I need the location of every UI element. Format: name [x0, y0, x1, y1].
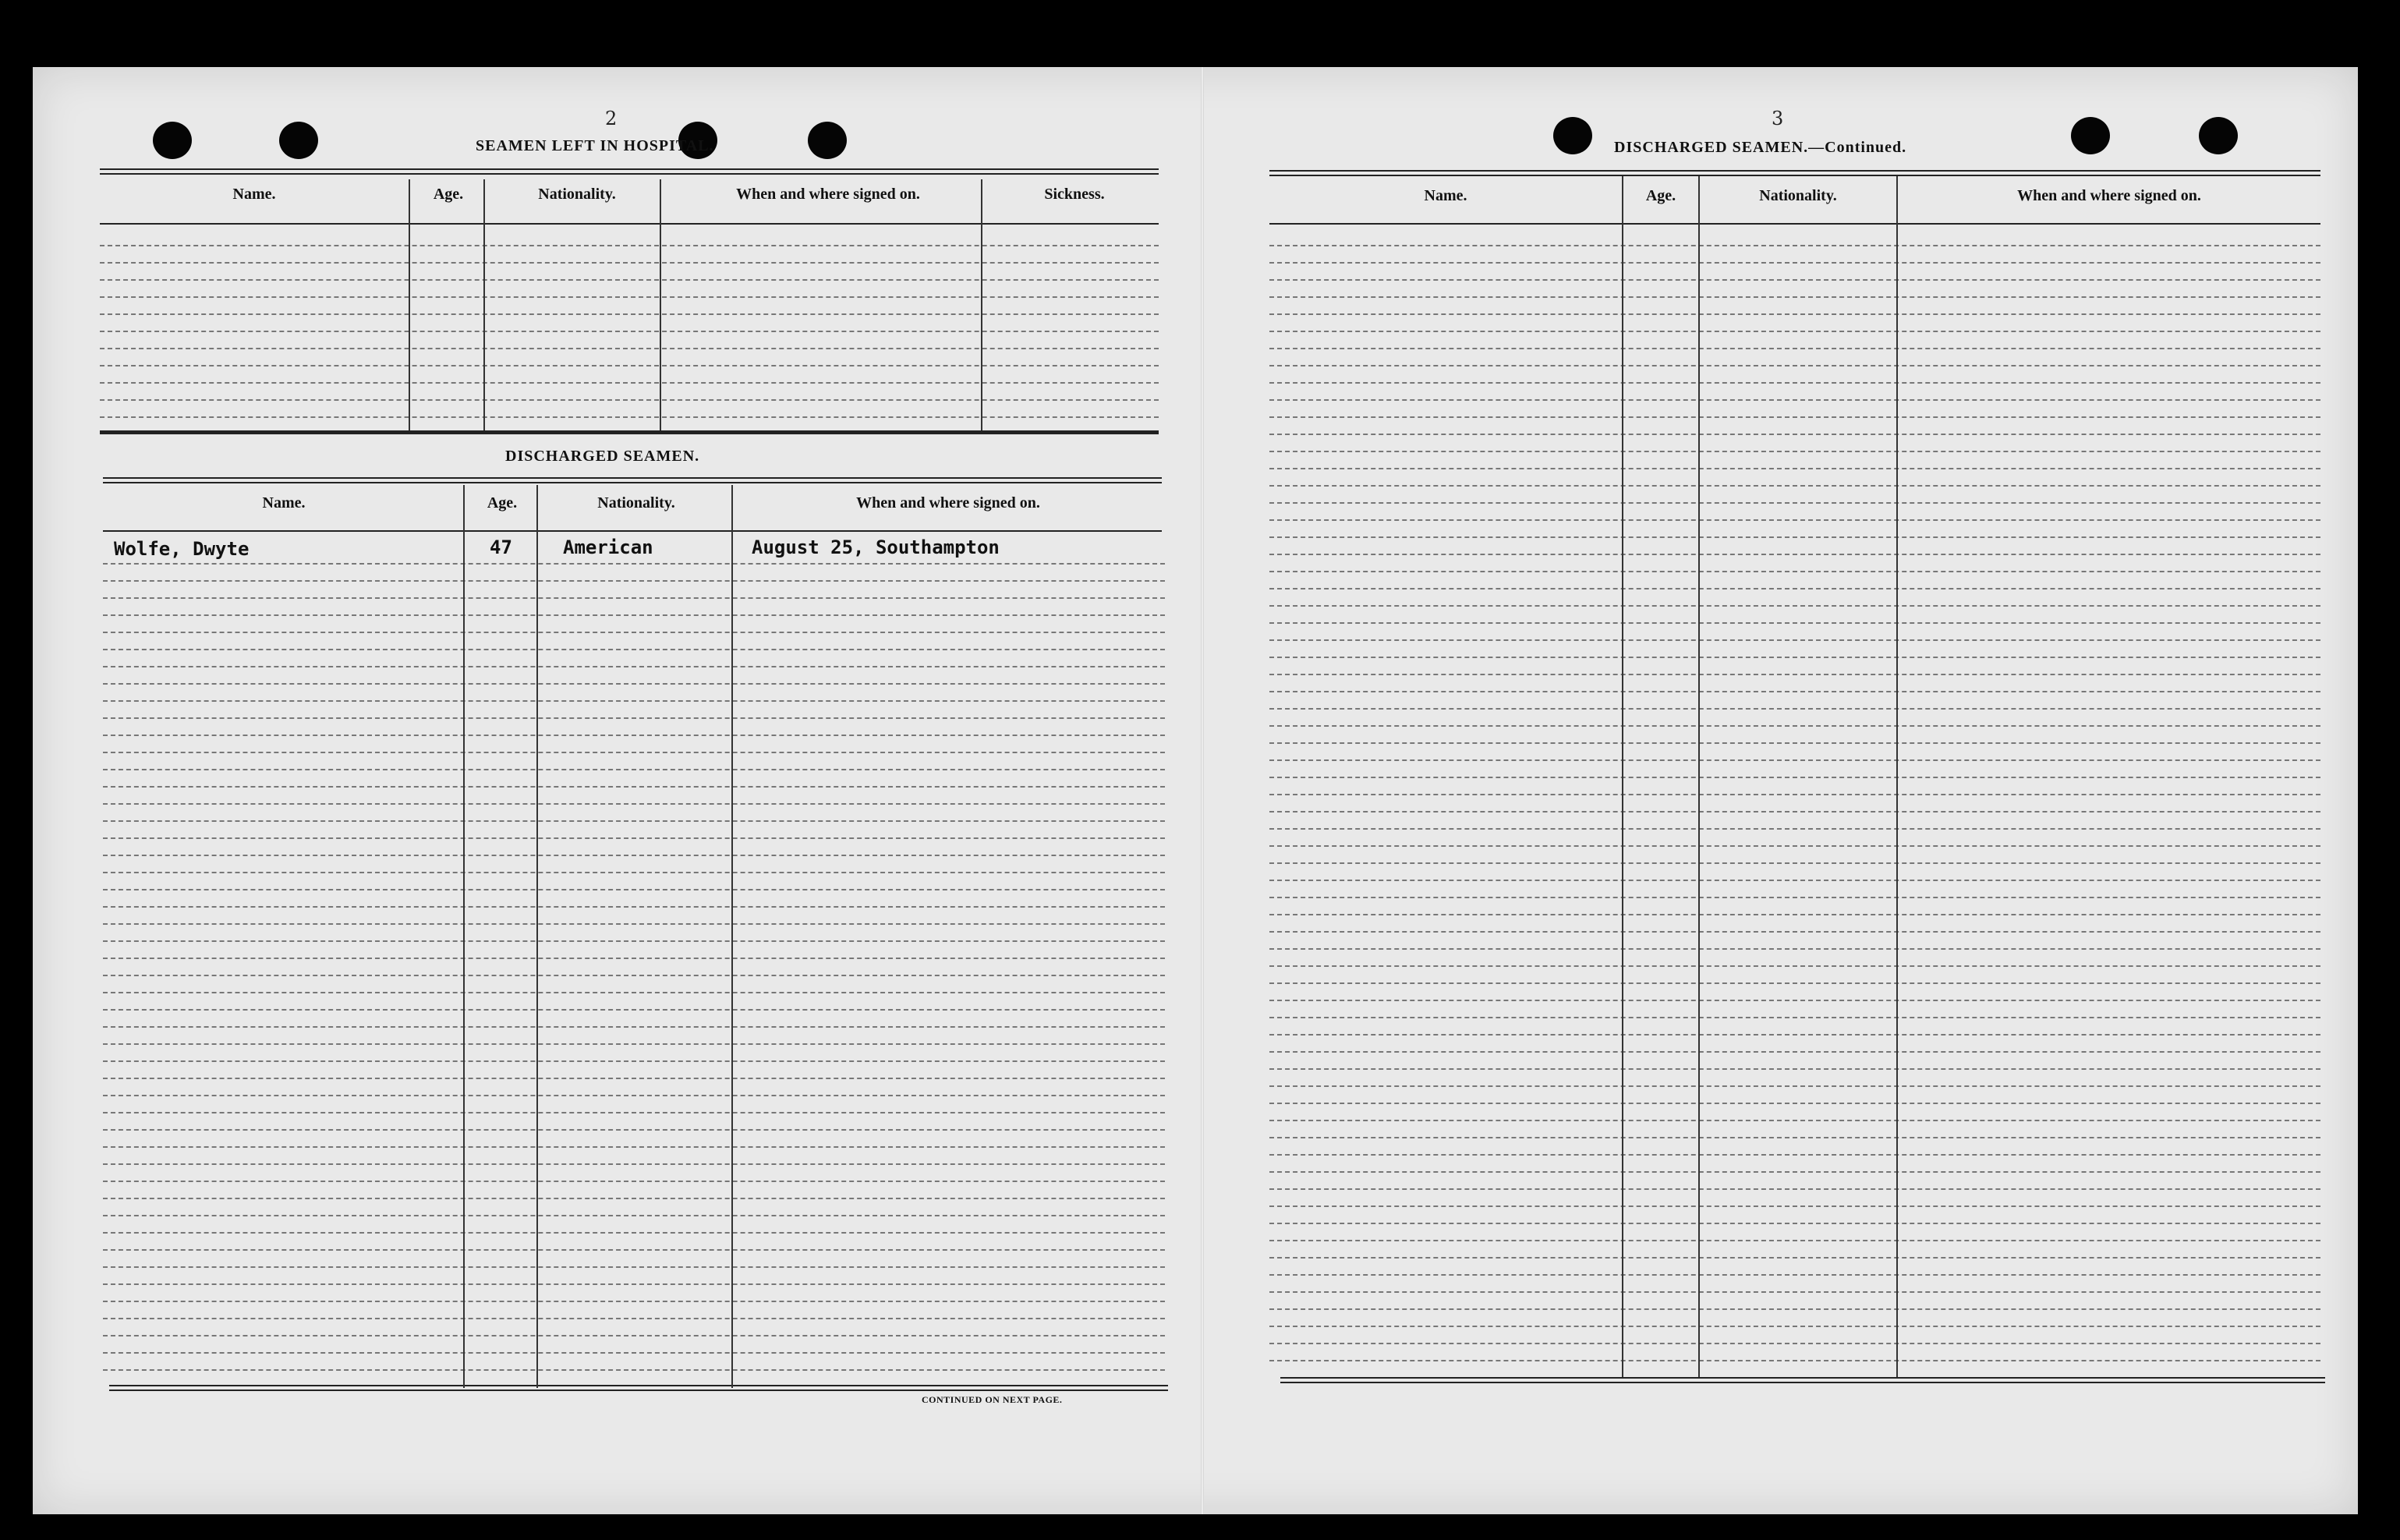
ruled-line — [103, 992, 1165, 993]
ruled-line — [1269, 468, 2320, 469]
ruled-line — [100, 262, 1159, 264]
ruled-line — [1269, 1085, 2320, 1087]
ruled-line — [1269, 965, 2320, 967]
table-bottom-rule — [1280, 1377, 2325, 1383]
punch-hole — [279, 122, 318, 159]
column-divider — [483, 179, 485, 430]
column-header-age: Age. — [1645, 187, 1676, 204]
ruled-line — [1269, 1308, 2320, 1310]
ruled-line — [103, 1026, 1165, 1028]
ruled-line — [1269, 485, 2320, 487]
continued-note: CONTINUED ON NEXT PAGE. — [922, 1394, 1063, 1405]
ruled-line — [103, 940, 1165, 942]
table-top-rule — [100, 168, 1159, 175]
ruled-line — [103, 958, 1165, 959]
ruled-line — [1269, 725, 2320, 727]
hospital-section-title: SEAMEN LEFT IN HOSPITAL. — [476, 137, 714, 154]
ruled-line — [1269, 502, 2320, 504]
ruled-line — [1269, 982, 2320, 984]
ruled-line — [1269, 897, 2320, 898]
ruled-line — [1269, 1343, 2320, 1344]
ruled-line — [103, 975, 1165, 976]
ruled-line — [1269, 674, 2320, 675]
ruled-line — [103, 889, 1165, 890]
column-divider — [660, 179, 661, 430]
ruled-line — [1269, 1360, 2320, 1361]
ruled-line — [1269, 1326, 2320, 1327]
column-divider — [731, 485, 733, 1388]
ruled-line — [1269, 279, 2320, 281]
ruled-line — [1269, 554, 2320, 555]
column-header-signed-on: When and where signed on. — [2017, 187, 2201, 204]
ruled-line — [103, 1283, 1165, 1285]
ruled-line — [1269, 1034, 2320, 1036]
ruled-line — [103, 1181, 1165, 1182]
ruled-line — [103, 666, 1165, 667]
seaman-age: 47 — [490, 536, 512, 558]
ruled-line — [1269, 1068, 2320, 1070]
ruled-line — [103, 632, 1165, 633]
ruled-line — [103, 597, 1165, 599]
ruled-line — [103, 1198, 1165, 1199]
table-top-rule — [103, 477, 1162, 483]
ruled-line — [1269, 1223, 2320, 1224]
ruled-line — [1269, 742, 2320, 744]
header-rule — [1269, 223, 2320, 225]
ruled-line — [103, 906, 1165, 908]
ruled-line — [1269, 691, 2320, 692]
ruled-line — [103, 1232, 1165, 1234]
discharged-continued-title: DISCHARGED SEAMEN.—Continued. — [1614, 139, 1907, 156]
ruled-line — [1269, 348, 2320, 349]
ruled-line — [1269, 536, 2320, 538]
seaman-signed-on: August 25, Southampton — [752, 536, 1000, 558]
ruled-line — [100, 245, 1159, 246]
ruled-line — [103, 1009, 1165, 1011]
ruled-line — [1269, 1137, 2320, 1138]
ruled-line — [103, 1078, 1165, 1079]
table-bottom-rule — [100, 430, 1159, 434]
ruled-line — [1269, 519, 2320, 521]
column-header-signed-on: When and where signed on. — [856, 494, 1040, 512]
ruled-line — [1269, 759, 2320, 761]
ruled-line — [1269, 1188, 2320, 1190]
ruled-line — [1269, 1171, 2320, 1173]
ruled-line — [1269, 1291, 2320, 1293]
ruled-line — [1269, 571, 2320, 572]
ruled-line — [1269, 845, 2320, 847]
ruled-line — [1269, 794, 2320, 795]
column-divider — [981, 179, 982, 430]
table-bottom-rule — [109, 1385, 1168, 1391]
header-rule — [103, 530, 1162, 532]
ruled-line — [1269, 880, 2320, 881]
punch-hole — [1553, 117, 1592, 154]
ruled-line — [1269, 382, 2320, 384]
ruled-line — [103, 1318, 1165, 1319]
ruled-line — [1269, 931, 2320, 933]
document-sheet — [33, 67, 2358, 1514]
ruled-line — [100, 313, 1159, 315]
column-header-nationality: Nationality. — [1759, 187, 1837, 204]
discharged-section-title: DISCHARGED SEAMEN. — [505, 448, 700, 465]
column-header-age: Age. — [433, 186, 464, 203]
ruled-line — [1269, 605, 2320, 607]
ruled-line — [1269, 262, 2320, 264]
ruled-line — [1269, 708, 2320, 710]
header-rule — [100, 223, 1159, 225]
column-header-sickness: Sickness. — [1044, 186, 1105, 203]
page-number: 2 — [605, 108, 618, 129]
column-divider — [409, 179, 410, 430]
ruled-line — [1269, 657, 2320, 658]
ruled-line — [103, 769, 1165, 770]
ruled-line — [103, 752, 1165, 753]
ruled-line — [103, 1215, 1165, 1216]
ruled-line — [103, 1095, 1165, 1096]
ruled-line — [1269, 245, 2320, 246]
ruled-line — [1269, 588, 2320, 589]
ruled-line — [1269, 828, 2320, 830]
ruled-line — [1269, 1205, 2320, 1207]
ruled-line — [103, 614, 1165, 616]
ruled-line — [1269, 1051, 2320, 1053]
ruled-line — [103, 1249, 1165, 1251]
ruled-line — [1269, 1000, 2320, 1001]
punch-hole — [153, 122, 192, 159]
ruled-line — [103, 1163, 1165, 1165]
ruled-line — [103, 1335, 1165, 1336]
ruled-line — [1269, 313, 2320, 315]
column-header-name: Name. — [1424, 187, 1467, 204]
ruled-line — [103, 683, 1165, 685]
ruled-line — [1269, 811, 2320, 812]
ruled-line — [1269, 296, 2320, 298]
ruled-line — [100, 331, 1159, 332]
ruled-line — [100, 399, 1159, 401]
ruled-line — [103, 1146, 1165, 1148]
ruled-line — [1269, 1120, 2320, 1121]
punch-hole — [2199, 117, 2238, 154]
ruled-line — [103, 1129, 1165, 1131]
ruled-line — [100, 296, 1159, 298]
ruled-line — [1269, 622, 2320, 624]
ruled-line — [1269, 948, 2320, 950]
bleed-through — [1241, 940, 1244, 954]
ruled-line — [1269, 1274, 2320, 1276]
punch-hole — [2071, 117, 2110, 154]
ruled-line — [1269, 399, 2320, 401]
page-fold — [1201, 67, 1204, 1514]
ruled-line — [103, 837, 1165, 839]
page-number: 3 — [1772, 108, 1784, 129]
ruled-line — [1269, 639, 2320, 641]
ruled-line — [103, 1112, 1165, 1113]
ruled-line — [1269, 777, 2320, 778]
ruled-line — [1269, 1240, 2320, 1241]
column-header-nationality: Nationality. — [597, 494, 675, 512]
ruled-line — [100, 365, 1159, 366]
ruled-line — [103, 700, 1165, 702]
ruled-line — [100, 348, 1159, 349]
column-header-age: Age. — [487, 494, 518, 512]
ruled-line — [1269, 1017, 2320, 1018]
ruled-line — [1269, 1257, 2320, 1259]
seaman-name: Wolfe, Dwyte — [114, 538, 250, 560]
ruled-line — [103, 820, 1165, 822]
column-divider — [536, 485, 538, 1388]
ruled-line — [1269, 1154, 2320, 1156]
ruled-line — [103, 1369, 1165, 1371]
ruled-line — [1269, 862, 2320, 864]
column-divider — [1698, 176, 1700, 1377]
ruled-line — [1269, 434, 2320, 435]
ruled-line — [103, 1060, 1165, 1062]
ruled-line — [1269, 914, 2320, 915]
ruled-line — [103, 923, 1165, 925]
column-header-nationality: Nationality. — [538, 186, 616, 203]
ruled-line — [103, 786, 1165, 788]
ruled-line — [103, 1266, 1165, 1268]
column-header-signed-on: When and where signed on. — [736, 186, 920, 203]
ruled-line — [103, 580, 1165, 582]
ruled-line — [103, 1043, 1165, 1045]
seaman-nationality: American — [563, 536, 653, 558]
ruled-line — [103, 1352, 1165, 1354]
ruled-line — [100, 416, 1159, 418]
ruled-line — [103, 735, 1165, 736]
column-divider — [463, 485, 465, 1388]
ruled-line — [1269, 416, 2320, 418]
ruled-line — [103, 717, 1165, 719]
punch-hole — [808, 122, 847, 159]
ruled-line — [103, 563, 1165, 565]
ruled-line — [103, 1301, 1165, 1302]
ruled-line — [1269, 331, 2320, 332]
column-divider — [1896, 176, 1898, 1377]
ruled-line — [1269, 451, 2320, 452]
ruled-line — [103, 855, 1165, 856]
ruled-line — [100, 279, 1159, 281]
ruled-line — [1269, 1103, 2320, 1104]
ruled-line — [1269, 365, 2320, 366]
ruled-line — [103, 649, 1165, 650]
table-top-rule — [1269, 170, 2320, 176]
ruled-line — [100, 382, 1159, 384]
ruled-line — [103, 872, 1165, 873]
column-header-name: Name. — [262, 494, 306, 512]
column-header-name: Name. — [232, 186, 276, 203]
column-divider — [1622, 176, 1623, 1377]
ruled-line — [103, 803, 1165, 805]
